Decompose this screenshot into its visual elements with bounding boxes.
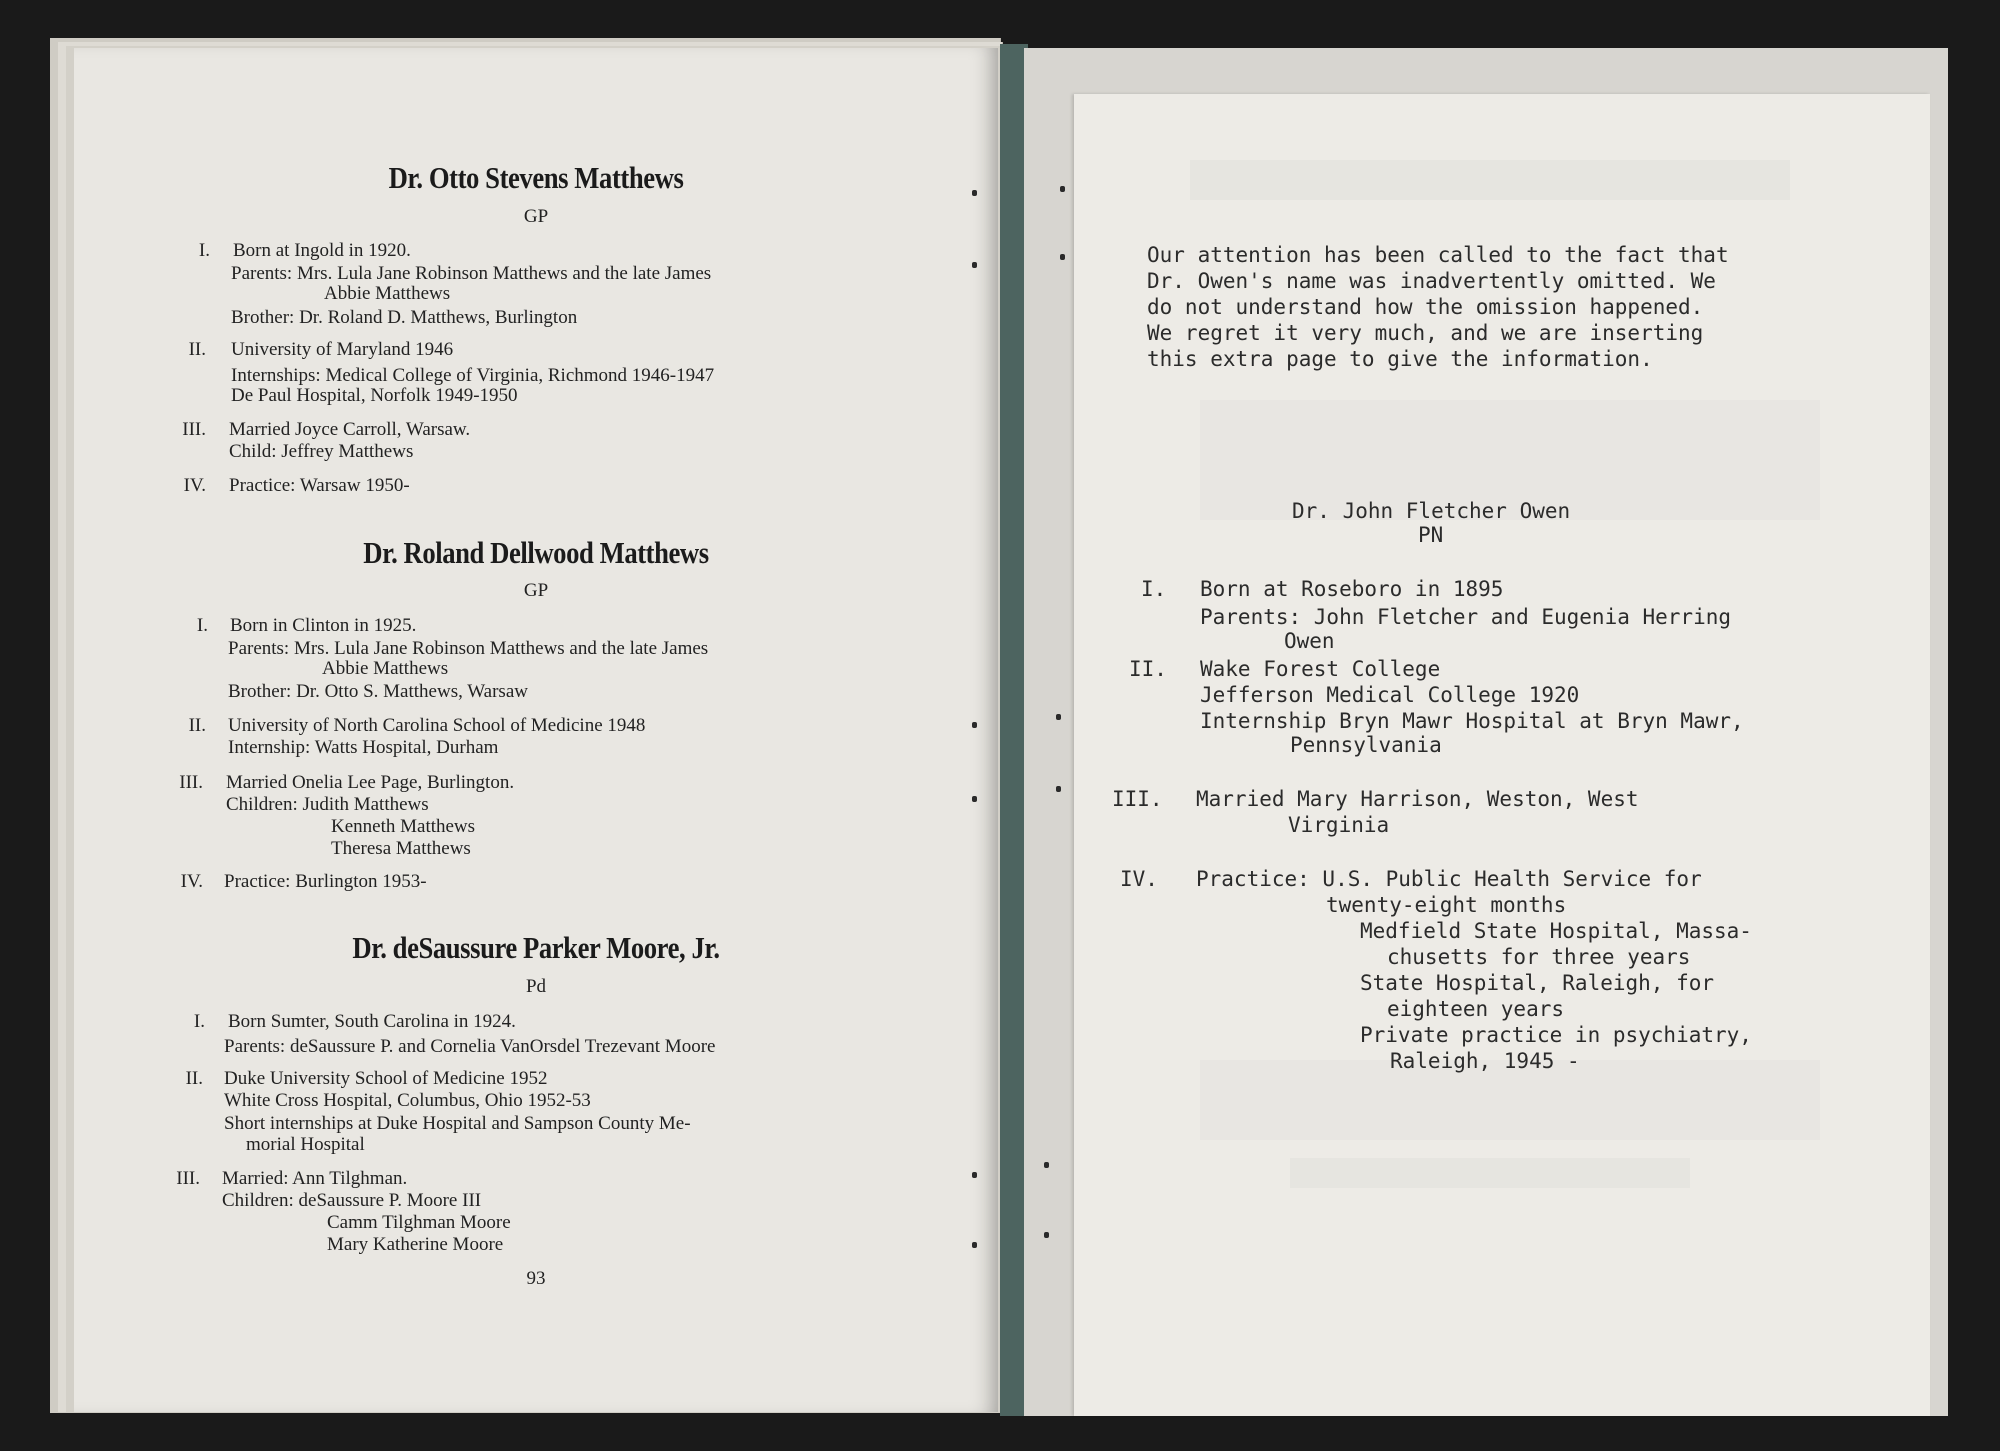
item-numeral: III.	[182, 419, 206, 440]
item-line: Wake Forest College	[1200, 657, 1441, 681]
item-numeral: I.	[1141, 577, 1167, 601]
item-numeral: III.	[176, 1168, 200, 1189]
item-line: Born at Ingold in 1920.	[233, 240, 411, 261]
binding-hole	[1060, 254, 1065, 260]
item-numeral: II.	[188, 339, 206, 360]
entry-title: Dr. Otto Stevens Matthews	[388, 160, 684, 195]
entry-specialty: Pd	[525, 976, 547, 997]
item-line: State Hospital, Raleigh, for	[1360, 971, 1715, 995]
item-line: twenty-eight months	[1326, 893, 1567, 917]
item-numeral: IV.	[183, 475, 206, 496]
item-line: Abbie Matthews	[322, 658, 449, 679]
item-numeral: I.	[198, 240, 210, 261]
notice-line: this extra page to give the information.	[1147, 347, 1653, 371]
item-line: Private practice in psychiatry,	[1360, 1023, 1752, 1047]
binding-hole	[972, 796, 977, 802]
notice-line: Dr. Owen's name was inadvertently omitted. We	[1147, 269, 1716, 293]
item-numeral: IV.	[1120, 867, 1158, 891]
item-line: Practice: Burlington 1953-	[224, 871, 427, 892]
item-line: morial Hospital	[246, 1134, 365, 1155]
item-line: Camm Tilghman Moore	[327, 1212, 511, 1233]
item-line: Kenneth Matthews	[331, 816, 476, 837]
binding-hole	[972, 722, 977, 728]
item-numeral: III.	[1112, 787, 1163, 811]
binding-hole	[1044, 1162, 1049, 1168]
item-line: Married: Ann Tilghman.	[222, 1168, 408, 1189]
item-line: Children: deSaussure P. Moore III	[222, 1190, 482, 1211]
item-line: eighteen years	[1387, 997, 1565, 1021]
item-line: Mary Katherine Moore	[327, 1234, 504, 1255]
item-numeral: II.	[1129, 657, 1167, 681]
item-line: De Paul Hospital, Norfolk 1949-1950	[231, 385, 518, 406]
item-numeral: II.	[185, 1068, 203, 1089]
item-line: Virginia	[1288, 813, 1390, 837]
entry-title: Dr. deSaussure Parker Moore, Jr.	[352, 930, 720, 965]
item-line: Practice: Warsaw 1950-	[229, 475, 410, 496]
item-line: Born in Clinton in 1925.	[230, 615, 417, 636]
item-line: Born Sumter, South Carolina in 1924.	[228, 1011, 516, 1032]
binding-hole	[972, 1172, 977, 1178]
item-line: Internship: Watts Hospital, Durham	[228, 737, 499, 758]
item-line: Pennsylvania	[1290, 733, 1442, 757]
entry-specialty: PN	[1418, 523, 1444, 547]
page-number: 93	[526, 1268, 546, 1289]
item-numeral: III.	[179, 772, 203, 793]
binding-hole	[1056, 714, 1061, 720]
item-numeral: I.	[193, 1011, 205, 1032]
item-line: Parents: deSaussure P. and Cornelia VanOrsdel Trezevant Moore	[224, 1036, 716, 1057]
item-line: chusetts for three years	[1387, 945, 1691, 969]
item-line: Married Joyce Carroll, Warsaw.	[229, 419, 471, 440]
notice-line: Our attention has been called to the fact that	[1147, 243, 1729, 267]
item-line: Parents: Mrs. Lula Jane Robinson Matthews and the late James	[231, 263, 712, 284]
item-line: Jefferson Medical College 1920	[1200, 683, 1580, 707]
item-line: Married Mary Harrison, Weston, West	[1196, 787, 1639, 811]
binding-hole	[972, 262, 977, 268]
item-line: Duke University School of Medicine 1952	[224, 1068, 548, 1089]
item-line: Child: Jeffrey Matthews	[229, 441, 414, 462]
item-line: Parents: Mrs. Lula Jane Robinson Matthews and the late James	[228, 638, 709, 659]
binding-hole	[972, 1242, 977, 1248]
item-line: Internship Bryn Mawr Hospital at Bryn Mawr,	[1200, 709, 1744, 733]
item-line: Practice: U.S. Public Health Service for	[1196, 867, 1702, 891]
item-line: Medfield State Hospital, Massa-	[1360, 919, 1752, 943]
notice-line: do not understand how the omission happened.	[1147, 295, 1704, 319]
item-numeral: II.	[188, 715, 206, 736]
item-numeral: I.	[196, 615, 208, 636]
entry-title: Dr. Roland Dellwood Matthews	[363, 535, 709, 570]
item-line: Theresa Matthews	[331, 838, 471, 859]
entry-specialty: GP	[523, 580, 549, 601]
item-line: University of North Carolina School of Medicine 1948	[228, 715, 646, 736]
item-line: Born at Roseboro in 1895	[1200, 577, 1504, 601]
binding-hole	[1056, 786, 1061, 792]
item-line: Married Onelia Lee Page, Burlington.	[226, 772, 515, 793]
item-line: White Cross Hospital, Columbus, Ohio 1952-53	[224, 1090, 591, 1111]
item-line: Parents: John Fletcher and Eugenia Herring	[1200, 605, 1732, 629]
item-line: Abbie Matthews	[324, 283, 451, 304]
item-line: University of Maryland 1946	[231, 339, 454, 360]
item-line: Raleigh, 1945 -	[1390, 1049, 1580, 1073]
item-line: Owen	[1284, 629, 1335, 653]
item-line: Brother: Dr. Otto S. Matthews, Warsaw	[228, 681, 528, 702]
entry-specialty: GP	[523, 206, 549, 227]
binding-hole	[1060, 186, 1065, 192]
item-line: Short internships at Duke Hospital and Sampson County Me-	[224, 1113, 691, 1134]
item-line: Brother: Dr. Roland D. Matthews, Burlington	[231, 307, 578, 328]
item-line: Children: Judith Matthews	[226, 794, 429, 815]
binding-hole	[972, 190, 977, 196]
item-line: Internships: Medical College of Virginia, Richmond 1946-1947	[231, 365, 715, 386]
item-numeral: IV.	[180, 871, 203, 892]
notice-line: We regret it very much, and we are inserting	[1147, 321, 1704, 345]
entry-title: Dr. John Fletcher Owen	[1292, 499, 1571, 523]
binding-hole	[1044, 1232, 1049, 1238]
